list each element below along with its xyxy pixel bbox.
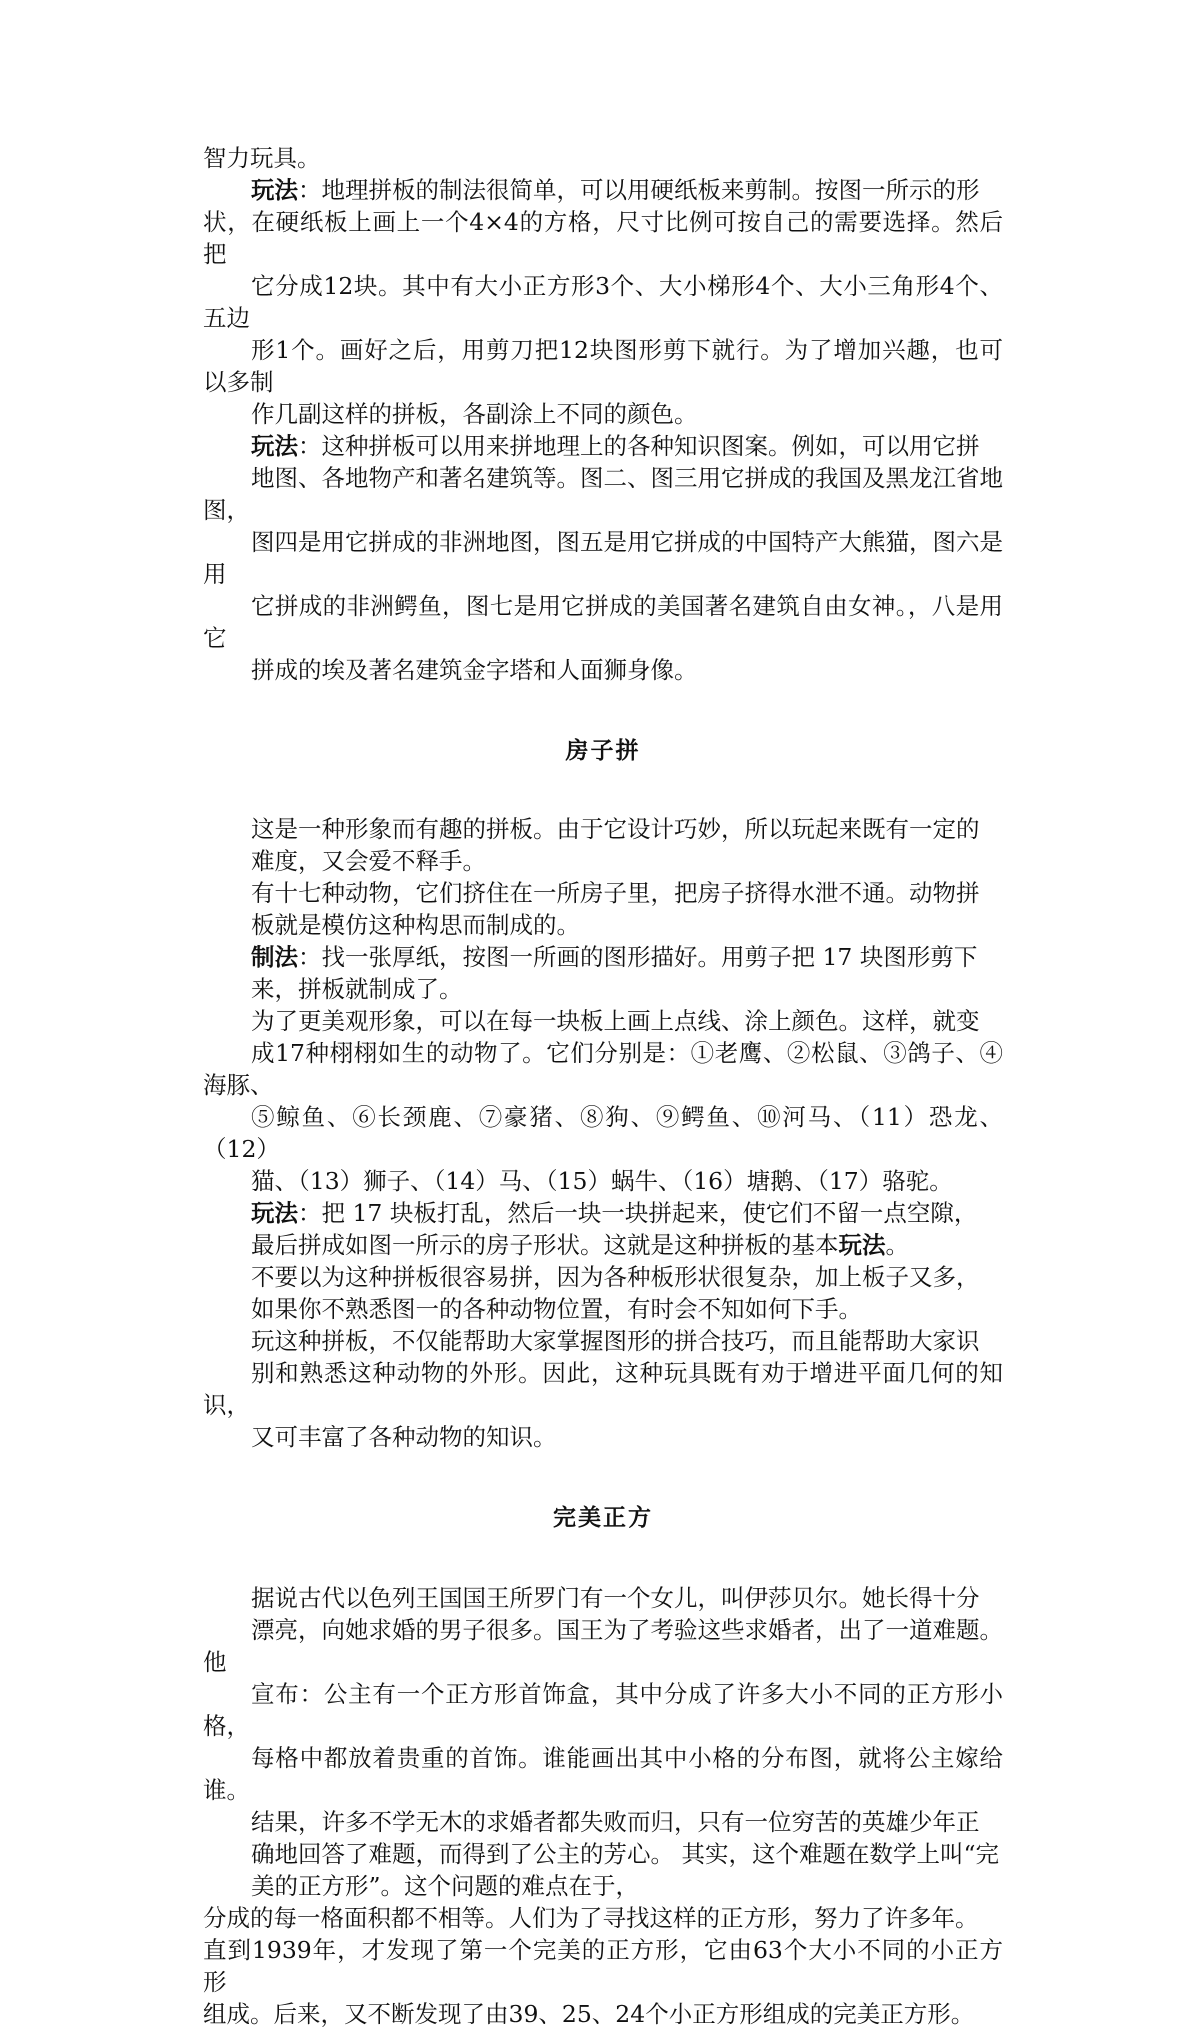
- bold-inline: 玩法: [838, 1231, 886, 1259]
- house-paragraph-play: [203, 1197, 1003, 1261]
- house-paragraph-animals: [203, 1005, 1003, 1197]
- text-line: 状，在硬纸板上画上一个4×4的方格，尺寸比例可按自己的需要选择。然后 把: [203, 208, 1003, 268]
- square-paragraph-1: [203, 1582, 1003, 1806]
- text-line: 猫、（13）狮子、（14）马、（15）蜗牛、（16）塘鹅、（17）骆驼。: [251, 1167, 953, 1195]
- text-fragment: 。: [885, 1231, 909, 1259]
- text-line: 成17种栩栩如生的动物了。它们分别是：①老鹰、②松鼠、③鸽子、④海豚、: [203, 1039, 1003, 1099]
- text-line: 难度，又会爱不释手。: [251, 847, 486, 875]
- text-line: 确地回答了难题，而得到了公主的芳心。 其实，这个难题在数学上叫“完: [251, 1840, 999, 1868]
- text-line: 这是一种形象而有趣的拼板。由于它设计巧妙，所以玩起来既有一定的: [251, 815, 980, 843]
- bold-label: 玩法: [251, 1199, 298, 1227]
- text-line: 作几副这样的拼板，各副涂上不同的颜色。: [251, 400, 698, 428]
- text-line: 为了更美观形象，可以在每一块板上画上点线、涂上颜色。这样，就变: [251, 1007, 980, 1035]
- text-line: 每格中都放着贵重的首饰。谁能画出其中小格的分布图，就将公主嫁给谁。: [203, 1744, 1003, 1804]
- text-line: 地图、各地物产和著名建筑等。图二、图三用它拼成的我国及黑龙江省地图，: [203, 464, 1003, 524]
- text-line: 宣布：公主有一个正方形首饰盒，其中分成了许多大小不同的正方形小格，: [203, 1680, 1003, 1740]
- text-line: ：地理拼板的制法很简单，可以用硬纸板来剪制。按图一所示的形: [298, 176, 980, 204]
- text-line: 分成的每一格面积都不相等。人们为了寻找这样的正方形，努力了许多年。: [203, 1904, 979, 1932]
- square-paragraph-3: [203, 1902, 1003, 2030]
- house-paragraph-6: [203, 1261, 1003, 1325]
- text-line: 形1个。画好之后，用剪刀把12块图形剪下就行。为了增加兴趣，也可 以多制: [203, 336, 1003, 396]
- square-paragraph-2: [203, 1806, 1003, 1902]
- text-line: 有十七种动物，它们挤住在一所房子里，把房子挤得水泄不通。动物拼: [251, 879, 980, 907]
- text-line: ：找一张厚纸，按图一所画的图形描好。用剪子把 17 块图形剪下: [298, 943, 978, 971]
- house-paragraph-1: [203, 813, 1003, 877]
- bold-label: 制法: [251, 943, 298, 971]
- text-line: 智力玩具。: [203, 144, 321, 172]
- text-line: 它分成12块。其中有大小正方形3个、大小梯形4个、大小三角形4个、 五边: [203, 272, 1003, 332]
- house-paragraph-2: [203, 877, 1003, 941]
- text-line: 美的正方形”。这个问题的难点在于，: [251, 1872, 640, 1900]
- section-title-house: 房子拼: [565, 738, 641, 764]
- text-line: 它拼成的非洲鳄鱼，图七是用它拼成的美国著名建筑自由女神。，八是用它: [203, 592, 1003, 652]
- text-line: 玩这种拼板，不仅能帮助大家掌握图形的拼合技巧，而且能帮助大家识: [251, 1327, 980, 1355]
- text-line: ：这种拼板可以用来拼地理上的各种知识图案。例如，可以用它拼: [298, 432, 980, 460]
- intro-paragraph: [203, 142, 1003, 174]
- text-line: 又可丰富了各种动物的知识。: [251, 1423, 557, 1451]
- text-line: 最后拼成如图一所示的房子形状。这就是这种拼板的基本: [251, 1231, 839, 1259]
- text-line: 直到1939年，才发现了第一个完美的正方形，它由63个大小不同的小正方 形: [203, 1936, 1003, 1996]
- bold-label: 玩法: [251, 432, 298, 460]
- bold-label: 玩法: [251, 176, 298, 204]
- text-line: 板就是模仿这种构思而制成的。: [251, 911, 580, 939]
- house-paragraph-7: [203, 1325, 1003, 1453]
- section-title-square: 完美正方: [553, 1505, 653, 1531]
- text-line: 组成。后来，又不断发现了由39、25、24个小正方形组成的完美正方形。: [203, 2000, 975, 2028]
- text-line: 漂亮，向她求婚的男子很多。国王为了考验这些求婚者，出了一道难题。他: [203, 1616, 1003, 1676]
- text-line-with-bold: [203, 1229, 1003, 1261]
- text-line: 来，拼板就制成了。: [251, 975, 463, 1003]
- text-line: 拼成的埃及著名建筑金字塔和人面狮身像。: [251, 656, 698, 684]
- text-line: 别和熟悉这种动物的外形。因此，这种玩具既有劝于增进平面几何的知识，: [203, 1359, 1003, 1419]
- text-line: 如果你不熟悉图一的各种动物位置，有时会不知如何下手。: [251, 1295, 862, 1323]
- text-line: 结果，许多不学无木的求婚者都失败而归，只有一位穷苦的英雄少年正: [251, 1808, 980, 1836]
- house-paragraph-making: [203, 941, 1003, 1005]
- text-line: ⑤鲸鱼、⑥长颈鹿、⑦豪猪、⑧狗、⑨鳄鱼、⑩河马、（11）恐龙、（12）: [203, 1103, 1003, 1163]
- document-page: [203, 142, 1003, 2030]
- text-line: 图四是用它拼成的非洲地图，图五是用它拼成的中国特产大熊猫，图六是用: [203, 528, 1003, 588]
- geo-paragraph-making: [203, 174, 1003, 430]
- text-line: 不要以为这种拼板很容易拼，因为各种板形状很复杂，加上板子又多，: [251, 1263, 980, 1291]
- geo-paragraph-play: [203, 430, 1003, 686]
- text-line: 据说古代以色列王国国王所罗门有一个女儿，叫伊莎贝尔。她长得十分: [251, 1584, 980, 1612]
- text-line: ：把 17 块板打乱，然后一块一块拼起来，使它们不留一点空隙，: [298, 1199, 978, 1227]
